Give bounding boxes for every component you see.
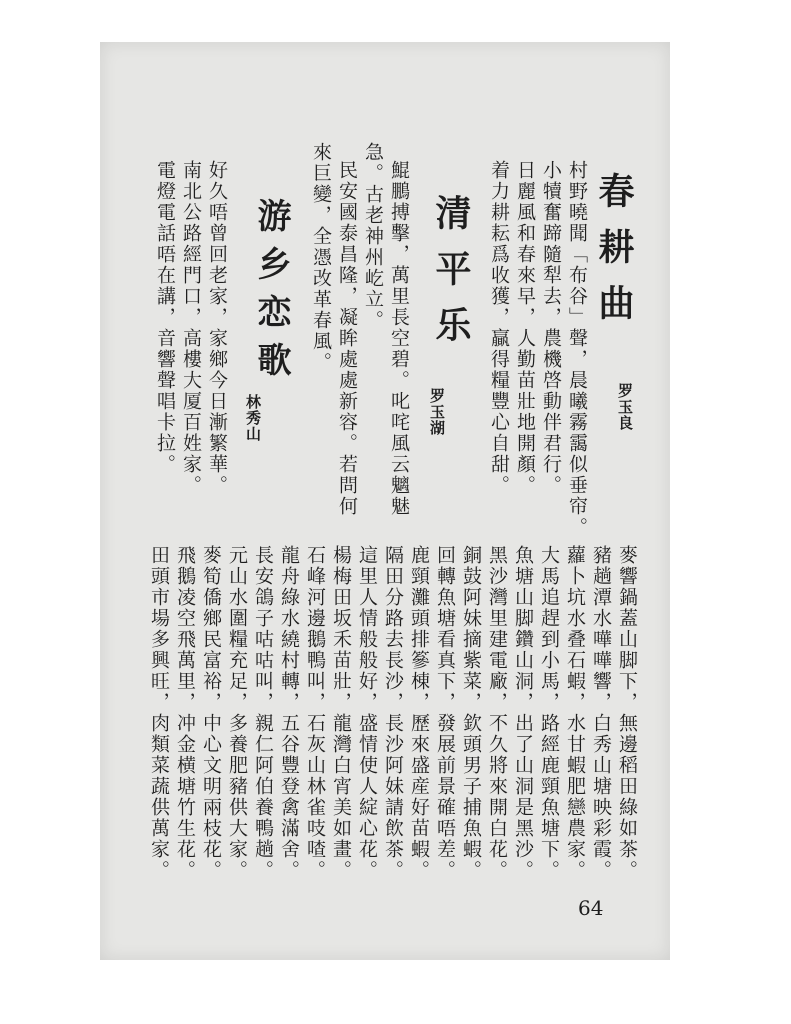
poem-line: 鯤鵬搏擊，萬里長空碧。叱咤風云魑魅 <box>388 160 410 517</box>
verse-line: 大馬追趕到小馬，路經鹿頸魚塘下。 <box>538 545 560 881</box>
verse-line: 龍舟綠水繞村轉，五谷豐登禽滿舍。 <box>278 545 300 881</box>
poem-line: 南北公路經門口，高樓大厦百姓家。 <box>180 160 202 496</box>
verse-line: 楊梅田坂禾苗壯，龍灣白宵美如畫。 <box>330 545 352 881</box>
verse-line: 銅鼓阿妹摘紫菜，欽頭男子捕魚蝦。 <box>460 545 482 881</box>
verse-line: 元山水圍糧充足，多養肥豬供大家。 <box>226 545 248 881</box>
verse-line: 麥響鍋蓋山脚下，無邊稻田綠如茶。 <box>616 545 638 881</box>
verse-line: 回轉魚塘看真下，發展前景確唔差。 <box>434 545 456 881</box>
verse-line: 飛鵝凌空飛萬里，冲金横塘竹生花。 <box>174 545 196 881</box>
verse-line: 長安鴿子咕咕叫，親仁阿伯養鴨趟。 <box>252 545 274 881</box>
verse-line: 麥筍僑鄉民富裕，中心文明兩枝花。 <box>200 545 222 881</box>
page-number: 64 <box>578 896 604 920</box>
verse-line: 蘿卜坑水叠石蝦，水甘蝦肥戀農家。 <box>564 545 586 881</box>
verse-line: 石峰河邊鵝鴨叫，石灰山林雀吱喳。 <box>304 545 326 881</box>
verse-line: 這里人情般般好，盛情使人綻心花。 <box>356 545 378 881</box>
poem-title-chungeng: 春耕曲 <box>593 172 635 340</box>
poem-line: 小犢奮蹄隨犁去，農機啓動伴君行。 <box>540 160 562 496</box>
poem-author-linxiushan: 林秀山 <box>244 394 262 442</box>
poem-line: 來巨變，全憑改革春風。 <box>310 142 332 373</box>
poem-author-luoyuliang: 罗玉良 <box>616 383 634 431</box>
poem-title-youxiangliange: 游乡恋歌 <box>251 198 291 390</box>
verse-line: 魚塘山脚鑽山洞，出了山洞是黑沙。 <box>512 545 534 881</box>
poem-line: 電燈電話唔在講，音響聲唱卡拉。 <box>154 160 176 475</box>
verse-line: 隔田分路去長沙，長沙阿妹請飲茶。 <box>382 545 404 881</box>
poem-line: 好久唔曾回老家，家鄉今日漸繁華。 <box>206 160 228 496</box>
poem-line: 急。古老神州屹立。 <box>362 142 384 331</box>
poem-title-qingpingle: 清平乐 <box>430 194 472 362</box>
poem-author-luoyuhu: 罗玉湖 <box>428 388 446 436</box>
verse-line: 鹿頸灘頭排篸棟，歷來盛産好苗蝦。 <box>408 545 430 881</box>
poem-line: 日麗風和春來早，人勤苗壯地開顏。 <box>514 160 536 496</box>
verse-line: 豬趟潭水嘩嘩響，白秀山塘映彩霞。 <box>590 545 612 881</box>
poem-line: 着力耕耘爲收獲，贏得糧豐心自甜。 <box>488 160 510 496</box>
poem-line: 民安國泰昌隆，凝眸處處新容。若問何 <box>336 160 358 517</box>
poem-line: 村野曉聞「布谷」聲，晨曦霧靄似垂帘。 <box>566 160 588 538</box>
verse-line: 黑沙灣里建電廠，不久將來開白花。 <box>486 545 508 881</box>
verse-line: 田頭市場多興旺，肉類菜蔬供萬家。 <box>148 545 170 881</box>
